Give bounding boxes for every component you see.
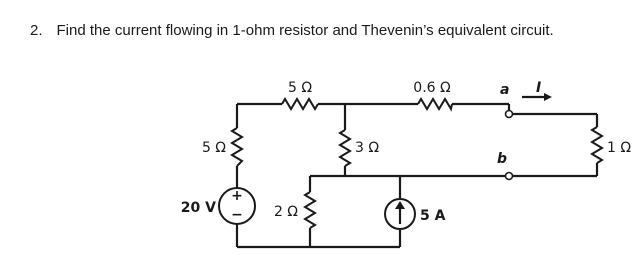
terminal-b-node	[506, 173, 513, 180]
terminal-a-node	[506, 111, 513, 118]
resistor-top-left	[282, 99, 318, 109]
label-current-source: 5 A	[420, 208, 446, 224]
right-arrow-icon	[544, 93, 552, 101]
label-current: I	[536, 80, 542, 96]
resistor-load	[592, 127, 602, 163]
label-terminal-a: a	[500, 82, 510, 98]
question-number: 2.	[30, 22, 43, 39]
terminals	[400, 104, 597, 180]
resistor-top-right	[418, 99, 452, 109]
plus-sign: +	[231, 188, 243, 204]
label-voltage-source: 20 V	[180, 200, 216, 216]
minus-sign: −	[231, 207, 243, 223]
label-resistor-left: 5 Ω	[201, 140, 226, 156]
label-resistor-middle: 3 Ω	[355, 140, 380, 156]
label-resistor-top-left: 5 Ω	[287, 80, 313, 96]
current-source-branch	[385, 176, 415, 247]
voltage-source	[219, 188, 255, 224]
resistor-left	[232, 128, 242, 166]
question-body: Find the current flowing in 1-ohm resistor and Thevenin’s equivalent circuit.	[56, 22, 554, 39]
label-resistor-top-right: 0.6 Ω	[413, 80, 451, 96]
label-resistor-load: 1 Ω	[607, 140, 632, 156]
resistor-bottom	[305, 192, 315, 228]
resistor-middle	[340, 130, 350, 166]
label-terminal-b: b	[497, 151, 508, 167]
label-resistor-bottom: 2 Ω	[273, 204, 298, 220]
